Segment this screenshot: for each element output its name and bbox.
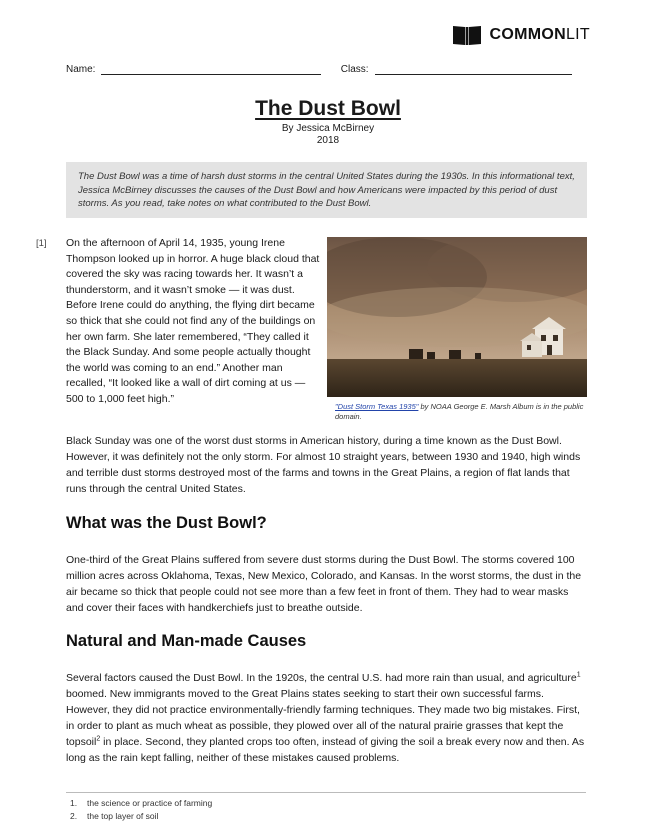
name-class-row (66, 64, 572, 75)
dust-storm-photo (327, 237, 587, 397)
byline (0, 123, 656, 147)
paragraph-4: Several factors caused the Dust Bowl. In the 1920s, the central U.S. had more rain than usual, and agriculture$^1$ boomed. New immigrants moved to the Great Plains states seeking to start their own successful farms. However, they did not practice environmentally-friendly farming techniques. They made two big mistakes. First, in order to plant as much wheat as possible, they plowed over all of the natural prairie grasses that kept the topsoil$^2$ in place. Second, they planted crops too often, instead of giving the soil a break every now and then. As long as the rain kept falling, neither of these mistakes caused problems. (66, 671, 585, 764)
footnote-ref-2: 2 (96, 735, 101, 743)
commonlit-logo (452, 24, 591, 46)
intro-box: The Dust Bowl was a time of harsh dust storms in the central United States during the 1930s. In this informational text, Jessica McBirney discusses the causes of the Dust Bowl and how Americans were impacted by this period of dust storms. As you read, take notes on what contributed to the Dust Bowl. (66, 162, 587, 218)
heading-what-was-dust-bowl: What was the Dust Bowl? (66, 514, 267, 532)
footnote-ref-1: 1 (576, 671, 581, 679)
heading-causes: Natural and Man-made Causes (66, 632, 307, 650)
paragraph-number: [1] (36, 238, 47, 249)
author: By Jessica McBirney (281, 123, 375, 134)
footnote-item: 2. the top layer of soil (70, 811, 159, 821)
caption-text: by NOAA George E. Marsh Album is in the public domain. (335, 402, 584, 421)
paragraph-3: One-third of the Great Plains suffered from severe dust storms during the Dust Bowl. The storms covered 100 million acres across Oklahoma, Texas, New Mexico, Colorado, and Kansas. In the worst storms, the dust in the air became so thick that people could not see more than a few feet in front of them. They had to wear masks and cover their faces with handkerchiefs just to breathe outside. (66, 554, 582, 614)
name-label: Name: (66, 64, 96, 75)
photo-caption (335, 402, 585, 421)
article-title: The Dust Bowl (255, 97, 401, 120)
class-line (375, 64, 572, 75)
paragraph-1: On the afternoon of April 14, 1935, young Irene Thompson looked up in horror. A huge black cloud that covered the sky was racing towards her. It wasn’t a thunderstorm, and it wasn’t smoke — it was dust. Before Irene could do anything, the flying dirt became so thick that she could not find any of the buildings on her own farm. She later remembered, “They called it the Black Sunday. And some people actually thought the world was coming to an end.” Another man recalled, “It looked like a wall of dirt coming at us — 500 to 1,000 feet high.” (66, 237, 320, 405)
class-label: Class: (340, 64, 369, 75)
caption-link[interactable]: "Dust Storm Texas 1935" (335, 402, 419, 411)
footnote-divider (66, 792, 586, 793)
logo-wordmark: COMMONLIT (489, 26, 590, 43)
year: 2018 (316, 135, 340, 146)
footnote-item: 1. the science or practice of farming (70, 798, 213, 808)
paragraph-2: Black Sunday was one of the worst dust storms in American history, during a time known as the Dust Bowl. However, it was definitely not the only storm. For almost 10 straight years, between 1930 and 1940, high winds and terrible dust storms destroyed most of the farms and towns in the Great Plains, a region of flat lands that runs through the central United States. (66, 435, 581, 495)
footnotes (70, 797, 212, 823)
open-book-icon (452, 24, 482, 46)
name-line (101, 64, 320, 75)
